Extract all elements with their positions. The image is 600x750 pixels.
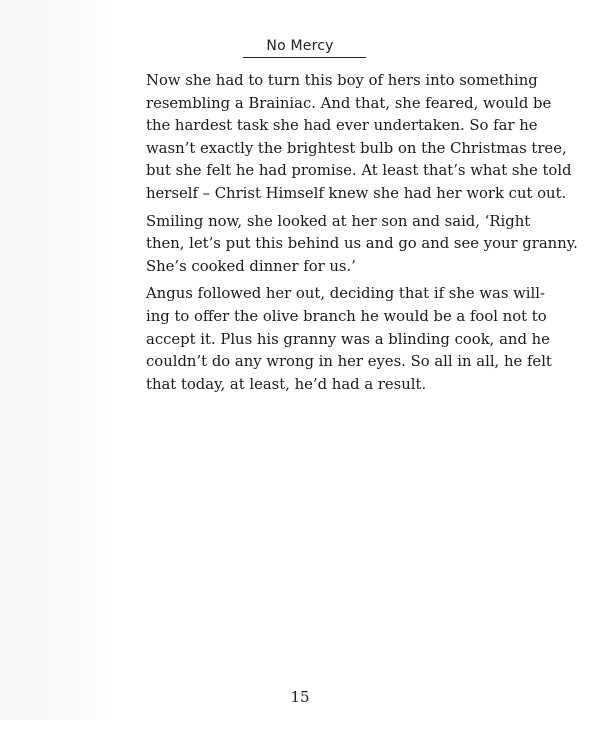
text-line: Angus followed her out, deciding that if she was will-	[146, 285, 545, 303]
paragraph-2	[130, 211, 578, 279]
text-line: that today, at least, he’d had a result.	[146, 375, 427, 393]
text-line: then, let’s put this behind us and go and see your granny.	[146, 235, 578, 253]
gutter-shadow	[0, 0, 108, 720]
text-line: She’s cooked dinner for us.’	[146, 257, 356, 275]
paragraph-1	[130, 70, 572, 206]
text-line: wasn’t exactly the brightest bulb on the Christmas tree,	[146, 139, 567, 157]
text-line: Smiling now, she looked at her son and said, ‘Right	[146, 212, 531, 230]
text-line: accept it. Plus his granny was a blinding cook, and he	[146, 330, 550, 348]
body-text	[130, 70, 578, 396]
text-line: ing to offer the olive branch he would be a fool not to	[146, 307, 547, 325]
text-line: but she felt he had promise. At least that’s what she told	[146, 162, 572, 180]
text-line: herself – Christ Himself knew she had her work cut out.	[146, 184, 567, 202]
page-number: 15	[290, 688, 310, 706]
running-head: No Mercy	[266, 38, 334, 54]
text-line: couldn’t do any wrong in her eyes. So all in all, he felt	[146, 353, 552, 371]
text-line: resembling a Brainiac. And that, she feared, would be	[146, 94, 552, 112]
text-line: Now she had to turn this boy of hers into something	[146, 72, 538, 89]
text-line: the hardest task she had ever undertaken. So far he	[146, 117, 538, 135]
paragraph-3	[130, 283, 552, 396]
running-head-rule	[243, 57, 366, 58]
